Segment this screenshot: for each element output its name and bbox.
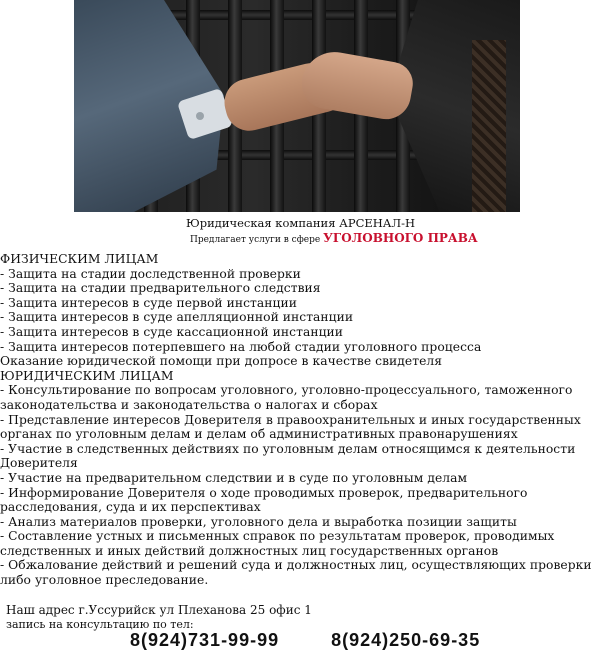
list-item: следственных и иных действий должностных лиц государственных органов [0, 543, 499, 558]
offer-prefix: Предлагает услуги в сфере [190, 235, 321, 245]
list-item: Доверителя [0, 456, 78, 471]
list-item: законодательства и законодательства о налогах и сборах [0, 397, 378, 412]
list-item: - Защита на стадии предварительного следствия [0, 281, 321, 296]
list-item: - Информирование Доверителя о ходе проводимых проверок, предварительного [0, 485, 528, 500]
list-item: - Защита интересов в суде первой инстанции [0, 295, 297, 310]
section-heading-individuals: ФИЗИЧЕСКИМ ЛИЦАМ [0, 252, 159, 266]
company-name: Юридическая компания АРСЕНАЛ-Н [186, 216, 416, 230]
section-heading-legal-entities: ЮРИДИЧЕСКИМ ЛИЦАМ [0, 368, 174, 383]
list-item: органах по уголовным делам и делам об административных правонарушениях [0, 427, 518, 442]
list-item: - Защита на стадии доследственной проверки [0, 266, 301, 281]
list-item: расследования, суда и их перспективах [0, 500, 261, 515]
list-item: - Защита интересов потерпевшего на любой стадии уголовного процесса [0, 339, 482, 354]
list-item: Оказание юридической помощи при допросе в качестве свидетеля [0, 354, 443, 369]
cufflink-icon [196, 112, 204, 120]
list-item: - Консультирование по вопросам уголовного, уголовно-процессуального, таможенного [0, 383, 573, 398]
list-item: - Обжалование действий и решений суда и должностных лиц, осуществляющих проверки [0, 558, 592, 573]
phone-numbers [130, 630, 480, 651]
tie [472, 40, 506, 212]
list-item: - Представление интересов Доверителя в правоохранительных и иных государственных [0, 412, 581, 427]
consultation-record: запись на консультацию по тел: [6, 618, 194, 631]
list-item: либо уголовное преследование. [0, 573, 209, 588]
list-item: - Анализ материалов проверки, уголовного дела и выработка позиции защиты [0, 514, 517, 529]
services-list [0, 252, 600, 588]
list-item: - Участие в следственных действиях по уголовным делам относящимся к деятельности [0, 441, 576, 456]
list-item: - Защита интересов в суде апелляционной инстанции [0, 310, 354, 325]
offer-line [190, 231, 478, 245]
offer-highlight: УГОЛОВНОГО ПРАВА [323, 231, 478, 245]
list-item: - Участие на предварительном следствии и в суде по уголовным делам [0, 470, 468, 485]
office-address: Наш адрес г.Уссурийск ул Плеханова 25 офис 1 [6, 603, 312, 617]
list-item: - Составление устных и письменных справок по результатам проверок, проводимых [0, 529, 555, 544]
phone-1[interactable]: 8(924)731-99-99 [130, 630, 280, 650]
phone-2[interactable]: 8(924)250-69-35 [331, 630, 481, 650]
handshake-photo [74, 0, 520, 212]
list-item: - Защита интересов в суде кассационной инстанции [0, 324, 344, 339]
